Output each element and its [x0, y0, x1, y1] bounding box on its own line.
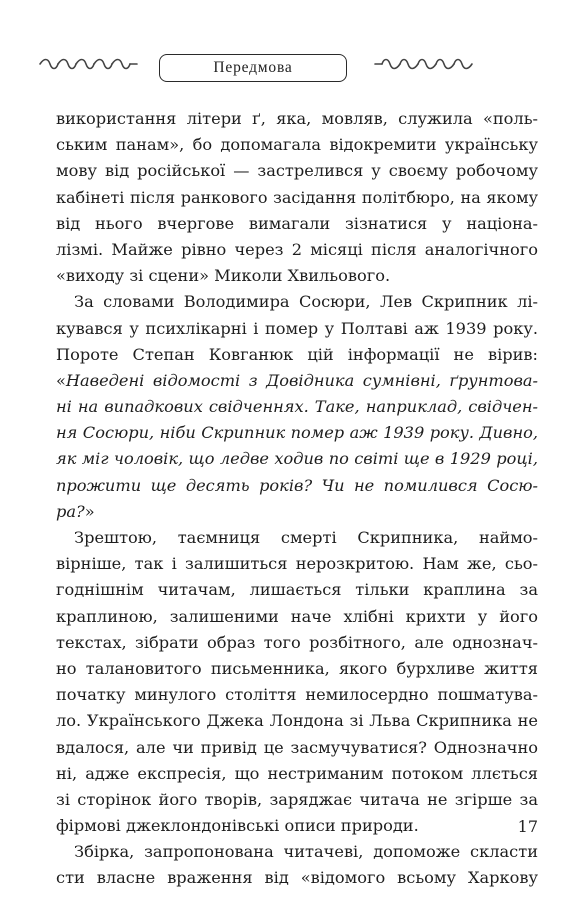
- text-line: Збірка, запропонована читачеві, допоможе скласти: [74, 842, 538, 862]
- text-line: годнішнім читачам, лишається тільки краплина за: [56, 580, 538, 600]
- leaf-vine-ornament-left-icon: [38, 55, 138, 73]
- text-line: текстах, зібрати образ того розбітного, але однознач-: [56, 632, 538, 652]
- page-number: 17: [517, 817, 538, 836]
- text-line: мову від російської — застрелився у своєму робочому: [56, 161, 538, 181]
- text-line: краплиною, залишеними наче хлібні крихти у його: [56, 606, 538, 626]
- text-line: сти власне враження від «відомого всьому Харкову: [56, 868, 538, 888]
- body-text: [56, 106, 538, 892]
- text-line: «виходу зі сцени» Миколи Хвильового.: [56, 266, 391, 286]
- quote-text: ра?: [56, 501, 85, 521]
- leaf-vine-ornament-right-icon: [374, 55, 474, 73]
- text-line: зі сторінок його творів, заряджає читача не згірше за: [56, 789, 538, 809]
- text-line: кувався у психлікарні і помер у Полтаві аж 1939 року.: [56, 318, 538, 338]
- quote-line: ра?»: [56, 501, 95, 521]
- quote-line: «Наведені відомості з Довідника сумнівні, ґрунтова-: [56, 370, 538, 390]
- text-line: ні, адже експресія, що нестриманим потоком ллється: [56, 763, 538, 783]
- text-line: ло. Українського Джека Лондона зі Льва Скрипника не: [56, 711, 538, 731]
- text-line: фірмові джеклондонівські описи природи.: [56, 816, 419, 836]
- text-line: використання літери ґ, яка, мовляв, служила «поль-: [56, 109, 538, 128]
- quote-line: прожити ще десять років? Чи не помилився Сосю-: [56, 475, 538, 495]
- text-line: но талановитого письменника, якого бурхливе життя: [56, 658, 538, 678]
- quote-line: як міг чоловік, що ледве ходив по світі ще в 1929 році,: [56, 449, 538, 469]
- quote-text: Наведені відомості з Довідника сумнівні, ґрунтова-: [65, 370, 538, 390]
- text-line: ським панам», бо допомагала відокремити українську: [56, 135, 538, 155]
- text-line: початку минулого століття немилосердно пошматува-: [56, 685, 538, 705]
- quote-line: ня Сосюри, ніби Скрипник помер аж 1939 року. Дивно,: [56, 423, 538, 443]
- text-line: вірніше, так і залишиться нерозкритою. Нам же, сьо-: [56, 554, 538, 574]
- text-line: Пороте Степан Ковганюк цій інформації не вірив:: [56, 344, 538, 364]
- text-line: вдалося, але чи привід це засмучуватися? Однозначно: [56, 737, 538, 757]
- text-line: кабінеті після ранкового засідання політбюро, на якому: [56, 187, 538, 207]
- quote-line: ні на випадкових свідченнях. Таке, наприклад, свідчен-: [56, 397, 538, 417]
- text-line: Зрештою, таємниця смерті Скрипника, наймо-: [74, 528, 538, 547]
- text-line: лізмі. Майже рівно через 2 місяці після аналогічного: [56, 239, 538, 259]
- running-header: [0, 0, 586, 100]
- text-line: від нього вчергове вимагали зізнатися у націона-: [56, 213, 538, 233]
- section-title: Передмова: [159, 54, 347, 82]
- text-line: За словами Володимира Сосюри, Лев Скрипник лі-: [74, 292, 538, 312]
